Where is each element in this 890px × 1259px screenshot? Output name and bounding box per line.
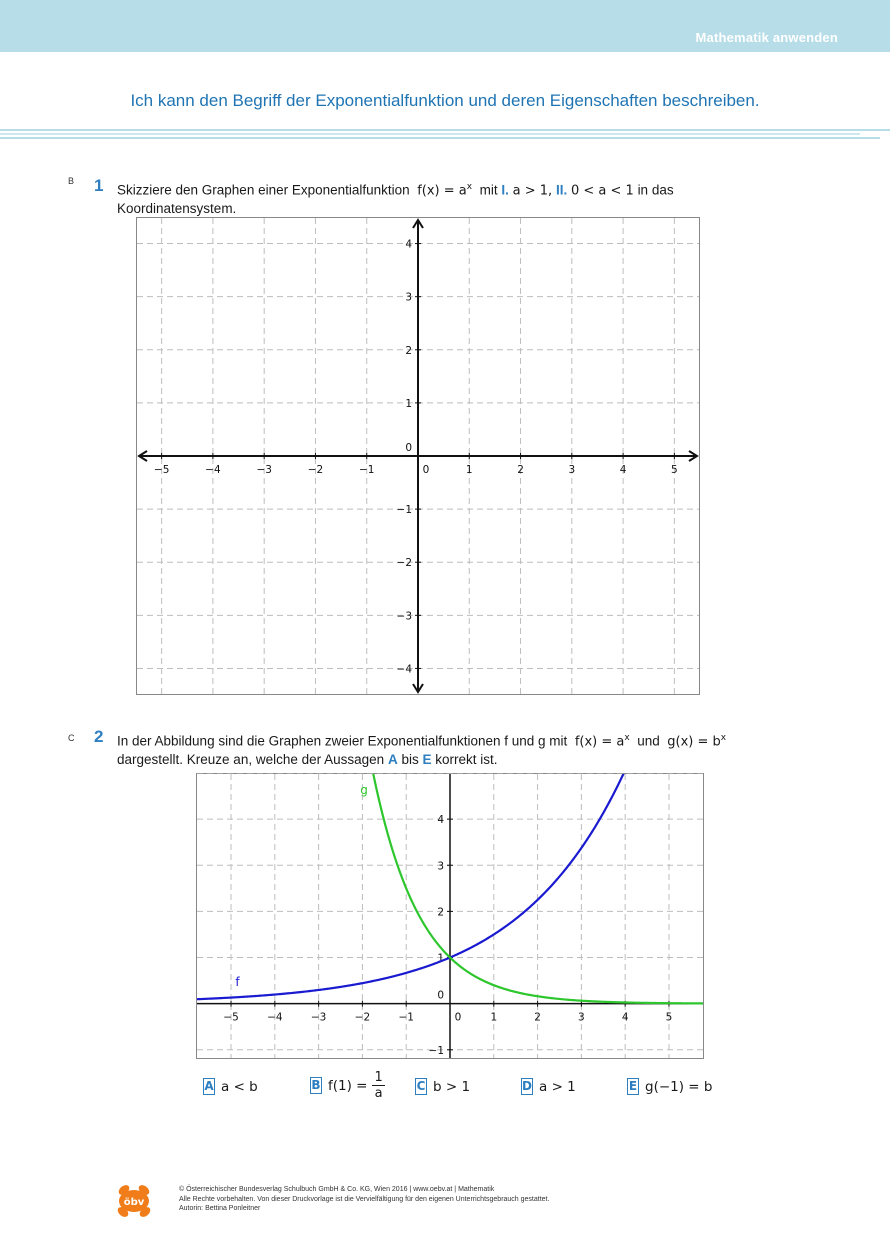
x-tick-label: 5 xyxy=(665,1011,673,1024)
formula-exponent: x xyxy=(720,733,727,743)
y-tick-label: 4 xyxy=(437,814,444,827)
x-tick-label: −4 xyxy=(205,464,221,476)
option-text: f(1) = xyxy=(328,1077,368,1094)
x-tick-label: −5 xyxy=(223,1011,239,1024)
x-tick-label: 4 xyxy=(621,1011,629,1024)
option-text: a > 1 xyxy=(539,1078,576,1095)
option-b[interactable] xyxy=(310,1070,385,1101)
logo-text: öbv xyxy=(123,1197,145,1208)
formula: f(x) = a xyxy=(574,734,625,750)
divider-stripe xyxy=(0,137,880,139)
y-tick-label: 4 xyxy=(405,238,412,251)
task-2-text xyxy=(117,730,817,768)
x-tick-label: −5 xyxy=(153,464,170,476)
formula-exponent: x xyxy=(624,733,630,743)
checkbox-a[interactable]: A xyxy=(204,1079,214,1093)
case-marker: II. xyxy=(555,182,568,198)
task-level: C xyxy=(68,733,75,743)
x-tick-label: −3 xyxy=(256,464,272,476)
x-tick-label: −2 xyxy=(354,1011,371,1024)
task-text-part: bis xyxy=(401,751,419,767)
option-text: g(−1) = b xyxy=(645,1078,713,1095)
task-level: B xyxy=(68,176,75,186)
footer-rights: Alle Rechte vorbehalten. Von dieser Druckvorlage ist die Vervielfältigung für den eigenen Unterrichtsgebrauch gestattet. xyxy=(179,1195,550,1203)
checkbox-d[interactable]: D xyxy=(522,1079,532,1093)
exponential-graphs xyxy=(196,773,704,1059)
task-number: 1 xyxy=(94,176,104,195)
x-tick-label: 3 xyxy=(578,1011,585,1024)
option-c[interactable] xyxy=(415,1078,470,1095)
task-text-part: mit xyxy=(479,182,498,198)
task-1-text xyxy=(117,179,817,217)
task-text-part: korrekt ist. xyxy=(435,751,498,767)
task-text-part: Koordinatensystem. xyxy=(117,200,237,216)
y-tick-label: −2 xyxy=(396,557,412,570)
fraction xyxy=(372,1070,384,1101)
oebv-logo xyxy=(116,1182,152,1220)
task-text-part: dargestellt. Kreuze an, welche der Aussagen xyxy=(117,751,385,767)
y-tick-label: 1 xyxy=(405,397,412,410)
task-text-part: und xyxy=(637,733,660,749)
origin-label: 0 xyxy=(405,442,412,454)
y-tick-label: −3 xyxy=(396,610,412,623)
y-tick-label: −1 xyxy=(428,1044,444,1057)
checkbox-c[interactable]: C xyxy=(416,1079,426,1093)
fraction-numerator: 1 xyxy=(374,1070,383,1085)
footer xyxy=(179,1185,549,1214)
checkbox-e[interactable]: E xyxy=(628,1079,638,1093)
x-tick-label: 1 xyxy=(465,464,473,476)
task-text-part: in das xyxy=(637,182,674,198)
y-tick-label: 3 xyxy=(405,291,412,304)
x-tick-label: 5 xyxy=(671,464,678,476)
origin-label: 0 xyxy=(437,989,444,1002)
x-tick-label: 2 xyxy=(534,1011,541,1024)
x-tick-label: 3 xyxy=(568,464,576,476)
y-tick-label: 3 xyxy=(437,860,444,873)
checkbox-b[interactable]: B xyxy=(311,1078,321,1092)
series-label-g: g xyxy=(360,782,368,797)
fraction-denominator: a xyxy=(374,1086,383,1101)
option-marker: E xyxy=(422,751,432,767)
y-tick-label: 2 xyxy=(437,906,444,919)
y-tick-label: −4 xyxy=(396,663,412,676)
formula: g(x) = b xyxy=(667,734,721,750)
y-tick-label: 2 xyxy=(405,344,412,357)
series-label-f: f xyxy=(235,975,240,990)
footer-author: Autorin: Bettina Ponleitner xyxy=(179,1205,261,1212)
divider-stripe xyxy=(0,133,860,135)
formula: f(x) = a xyxy=(417,183,467,199)
y-tick-label: −1 xyxy=(396,504,412,517)
task-text-part: In der Abbildung sind die Graphen zweier Exponentialfunktionen f und g mit xyxy=(117,733,568,749)
header-band xyxy=(0,0,890,52)
page-headline: Ich kann den Begriff der Exponentialfunktion und deren Eigenschaften beschreiben. xyxy=(130,91,760,110)
case-marker: I. xyxy=(501,182,509,198)
condition: a > 1, xyxy=(512,183,553,199)
footer-copyright: © Österreichischer Bundesverlag Schulbuch GmbH & Co. KG, Wien 2016 | www.oebv.at | Mathematik xyxy=(179,1186,495,1193)
section-title: Mathematik anwenden xyxy=(695,30,838,45)
x-tick-label: 0 xyxy=(454,1011,462,1024)
x-tick-label: 4 xyxy=(619,464,627,476)
divider-stripe xyxy=(0,129,890,131)
option-text: b > 1 xyxy=(433,1078,471,1095)
x-tick-label: −3 xyxy=(310,1011,327,1024)
x-tick-label: −1 xyxy=(358,464,375,476)
x-tick-label: 2 xyxy=(517,464,524,476)
x-tick-label: −1 xyxy=(398,1011,414,1024)
option-e[interactable] xyxy=(627,1078,712,1095)
task-text-part: Skizziere den Graphen einer Exponentialfunktion xyxy=(117,182,410,198)
coordinate-system-1[interactable] xyxy=(136,217,700,695)
x-tick-label: −4 xyxy=(267,1011,283,1024)
x-tick-label: 1 xyxy=(490,1011,498,1024)
task-number: 2 xyxy=(94,727,104,746)
formula-exponent: x xyxy=(466,182,473,192)
option-a[interactable] xyxy=(203,1078,258,1095)
x-tick-label: 0 xyxy=(422,464,430,476)
x-tick-label: −2 xyxy=(307,464,324,476)
option-text: a < b xyxy=(221,1078,258,1095)
option-d[interactable] xyxy=(521,1078,576,1095)
condition: 0 < a < 1 xyxy=(570,183,634,199)
y-tick-label: 1 xyxy=(437,952,444,965)
option-marker: A xyxy=(387,751,398,767)
